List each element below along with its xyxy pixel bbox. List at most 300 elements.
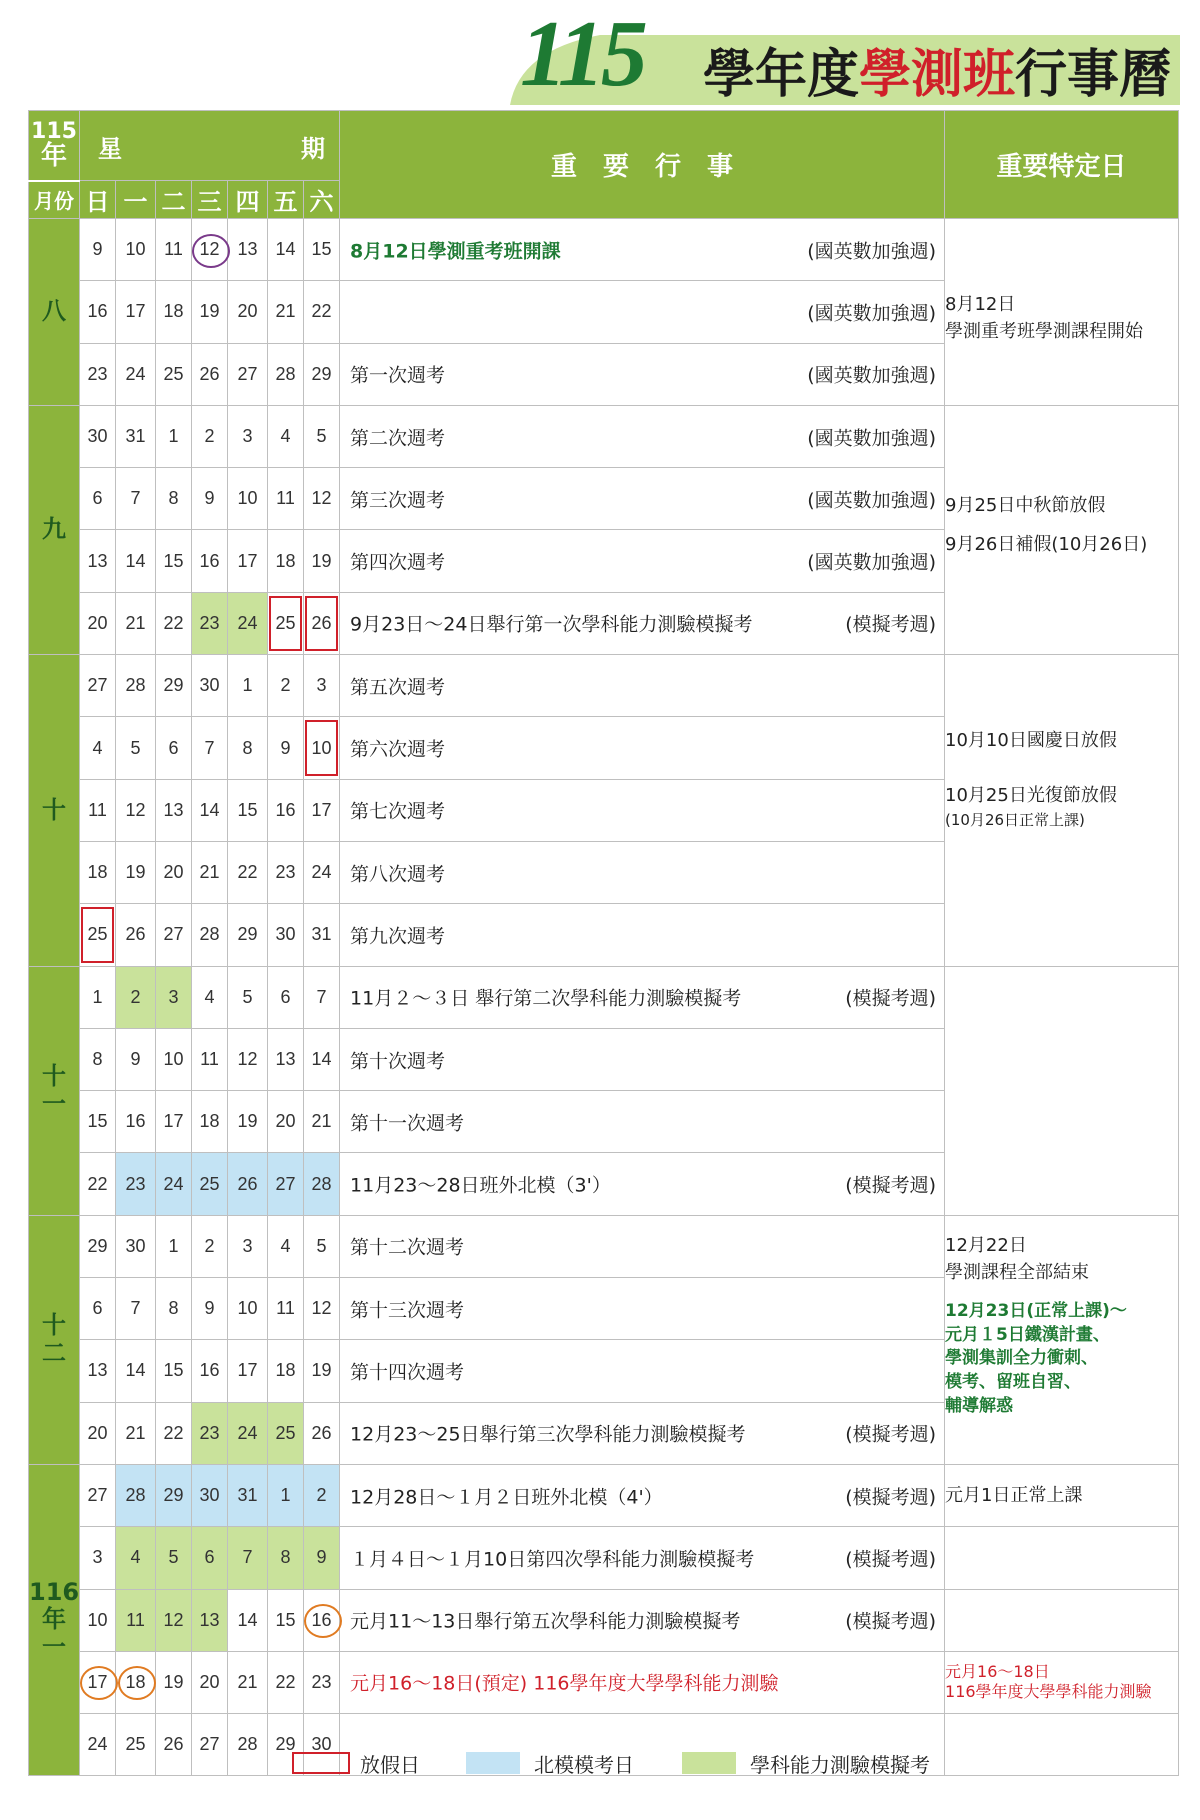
event-text: 第十四次週考	[350, 1361, 465, 1384]
day-cell-mon[interactable]	[116, 655, 156, 717]
day-cell-mon[interactable]	[116, 904, 156, 966]
header-events: 重 要 行 事	[340, 111, 945, 219]
event-tag: (國英數加強週)	[807, 489, 937, 512]
day-number: 25	[275, 1422, 296, 1443]
day-number: 14	[311, 1049, 332, 1069]
day-cell-mon[interactable]	[116, 468, 156, 530]
header-week-cell	[80, 111, 340, 181]
day-cell-sat[interactable]	[304, 468, 340, 530]
special-green-text: 輔導解惑	[945, 1395, 1014, 1416]
day-number: 3	[92, 1547, 103, 1568]
day-cell-wed[interactable]	[192, 966, 228, 1028]
day-cell-tue[interactable]	[156, 1340, 192, 1402]
day-cell-mon[interactable]	[116, 219, 156, 281]
event-text: １月４日～１月10日第四次學科能力測驗模擬考	[350, 1548, 755, 1571]
day-cell-sat[interactable]	[304, 655, 340, 717]
day-cell-mon[interactable]	[116, 343, 156, 405]
day-number: 14	[125, 550, 146, 571]
day-cell-thu[interactable]	[228, 904, 268, 966]
day-cell-thu[interactable]	[228, 655, 268, 717]
day-number: 13	[237, 239, 258, 260]
day-cell-sun[interactable]	[80, 1028, 116, 1090]
day-cell-thu[interactable]	[228, 1527, 268, 1589]
day-number: 4	[130, 1547, 141, 1568]
event-tag: (國英數加強週)	[807, 240, 937, 263]
day-cell-fri[interactable]	[268, 530, 304, 592]
day-number: 3	[242, 426, 253, 447]
day-number: 9	[130, 1049, 141, 1069]
day-number: 28	[199, 924, 220, 945]
day-number: 15	[163, 550, 184, 571]
day-cell-wed[interactable]	[192, 1589, 228, 1651]
day-cell-mon[interactable]	[116, 1028, 156, 1090]
day-cell-fri[interactable]	[268, 1589, 304, 1651]
day-cell-sat[interactable]	[304, 1589, 340, 1651]
header-month-label: 月份	[29, 181, 80, 219]
day-cell-tue[interactable]	[156, 405, 192, 467]
event-text: 第八次週考	[350, 863, 446, 886]
day-number: 19	[237, 1111, 258, 1132]
day-cell-tue[interactable]	[156, 1153, 192, 1215]
day-cell-sat[interactable]	[304, 1278, 340, 1340]
day-cell-mon[interactable]	[116, 1278, 156, 1340]
day-number: 27	[275, 1173, 296, 1194]
event-tag: (模擬考週)	[845, 987, 937, 1010]
day-number: 26	[125, 924, 146, 945]
day-cell-mon[interactable]	[116, 592, 156, 654]
day-number: 12	[163, 1609, 184, 1630]
day-number: 12	[237, 1049, 258, 1069]
day-cell-sun[interactable]	[80, 1527, 116, 1589]
day-cell-thu[interactable]	[228, 405, 268, 467]
day-number: 26	[237, 1173, 258, 1194]
day-cell-wed[interactable]	[192, 1215, 228, 1277]
event-text: 第五次週考	[350, 676, 446, 699]
day-cell-sun[interactable]	[80, 779, 116, 841]
day-cell-wed[interactable]	[192, 343, 228, 405]
day-cell-sat[interactable]	[304, 1028, 340, 1090]
day-cell-tue[interactable]	[156, 1589, 192, 1651]
day-cell-wed[interactable]	[192, 717, 228, 779]
weekday-thu: 四	[228, 181, 268, 219]
day-cell-sat[interactable]	[304, 592, 340, 654]
day-cell-mon[interactable]	[116, 1464, 156, 1526]
day-cell-sun[interactable]	[80, 530, 116, 592]
day-cell-fri[interactable]	[268, 219, 304, 281]
day-cell-mon[interactable]	[116, 281, 156, 343]
day-cell-fri[interactable]	[268, 281, 304, 343]
day-cell-fri[interactable]	[268, 655, 304, 717]
day-cell-thu[interactable]	[228, 1402, 268, 1464]
day-cell-wed[interactable]	[192, 655, 228, 717]
day-number: 26	[311, 612, 332, 633]
day-number: 10	[125, 239, 146, 260]
day-cell-mon[interactable]	[116, 1153, 156, 1215]
day-number: 29	[163, 675, 184, 696]
day-number: 13	[163, 799, 184, 820]
day-cell-fri[interactable]	[268, 841, 304, 903]
day-cell-tue[interactable]	[156, 530, 192, 592]
day-cell-wed[interactable]	[192, 281, 228, 343]
day-cell-sat[interactable]	[304, 904, 340, 966]
day-cell-thu[interactable]	[228, 1028, 268, 1090]
day-number: 27	[87, 675, 108, 696]
day-cell-sun[interactable]	[80, 717, 116, 779]
event-cell	[340, 1527, 945, 1589]
day-cell-sun[interactable]	[80, 1340, 116, 1402]
day-cell-tue[interactable]	[156, 1028, 192, 1090]
day-number: 1	[92, 986, 103, 1007]
day-number: 30	[125, 1235, 146, 1256]
day-cell-wed[interactable]	[192, 405, 228, 467]
day-cell-sun[interactable]	[80, 655, 116, 717]
day-cell-wed[interactable]	[192, 841, 228, 903]
title-part3: 行事曆	[1015, 45, 1172, 105]
day-cell-thu[interactable]	[228, 281, 268, 343]
day-cell-fri[interactable]	[268, 717, 304, 779]
day-cell-mon[interactable]	[116, 841, 156, 903]
day-cell-mon[interactable]	[116, 1651, 156, 1713]
day-cell-sat[interactable]	[304, 1651, 340, 1713]
day-number: 16	[125, 1111, 146, 1132]
day-cell-mon[interactable]	[116, 717, 156, 779]
day-cell-thu[interactable]	[228, 530, 268, 592]
day-cell-fri[interactable]	[268, 1402, 304, 1464]
day-number: 2	[204, 426, 215, 447]
day-number: 2	[280, 675, 291, 696]
day-cell-sat[interactable]	[304, 966, 340, 1028]
day-cell-tue[interactable]	[156, 1091, 192, 1153]
day-cell-wed[interactable]	[192, 1278, 228, 1340]
event-tag: (國英數加強週)	[807, 427, 937, 450]
day-number: 11	[164, 239, 183, 260]
day-number: 1	[242, 675, 253, 696]
day-cell-sat[interactable]	[304, 841, 340, 903]
day-cell-mon[interactable]	[116, 1527, 156, 1589]
week-row	[29, 219, 1179, 281]
day-cell-sun[interactable]	[80, 1589, 116, 1651]
day-cell-tue[interactable]	[156, 1651, 192, 1713]
day-cell-wed[interactable]	[192, 530, 228, 592]
day-cell-fri[interactable]	[268, 904, 304, 966]
day-cell-fri[interactable]	[268, 343, 304, 405]
day-cell-sun[interactable]	[80, 1402, 116, 1464]
event-text: 第一次週考	[350, 364, 446, 387]
day-number: 9	[204, 1298, 215, 1319]
day-cell-thu[interactable]	[228, 1464, 268, 1526]
month-label	[29, 966, 80, 1215]
day-cell-sat[interactable]	[304, 1153, 340, 1215]
day-number: 4	[280, 426, 291, 447]
day-cell-tue[interactable]	[156, 841, 192, 903]
special-day-text: 116學年度大學學科能力測驗	[945, 1682, 1152, 1702]
header-year-cell	[29, 111, 80, 181]
day-cell-thu[interactable]	[228, 1340, 268, 1402]
day-cell-fri[interactable]	[268, 1028, 304, 1090]
day-cell-thu[interactable]	[228, 841, 268, 903]
event-cell	[340, 1278, 945, 1340]
day-number: 30	[275, 924, 296, 945]
day-cell-thu[interactable]	[228, 468, 268, 530]
day-cell-mon[interactable]	[116, 1402, 156, 1464]
day-number: 15	[237, 799, 258, 820]
day-cell-wed[interactable]	[192, 779, 228, 841]
day-number: 20	[87, 1422, 108, 1443]
day-cell-tue[interactable]	[156, 343, 192, 405]
day-cell-sun[interactable]	[80, 966, 116, 1028]
day-cell-sun[interactable]	[80, 1651, 116, 1713]
day-cell-fri[interactable]	[268, 1215, 304, 1277]
day-number: 11	[276, 1298, 295, 1319]
weekday-tue: 二	[156, 181, 192, 219]
day-cell-sun[interactable]	[80, 1278, 116, 1340]
day-number: 10	[163, 1049, 184, 1069]
day-cell-sat[interactable]	[304, 405, 340, 467]
day-number: 5	[242, 986, 253, 1007]
special-green-text: 12月23日(正常上課)～	[945, 1300, 1127, 1321]
month-char: 二	[42, 1338, 66, 1367]
day-cell-tue[interactable]	[156, 779, 192, 841]
day-number: 29	[311, 363, 332, 384]
day-cell-tue[interactable]	[156, 1215, 192, 1277]
day-cell-tue[interactable]	[156, 717, 192, 779]
day-cell-wed[interactable]	[192, 219, 228, 281]
day-cell-tue[interactable]	[156, 468, 192, 530]
special-day-text: (10月26日正常上課)	[945, 811, 1085, 830]
special-day-cell	[945, 219, 1179, 406]
day-number: 16	[311, 1609, 332, 1630]
day-number: 18	[87, 862, 108, 883]
day-cell-wed[interactable]	[192, 592, 228, 654]
day-cell-fri[interactable]	[268, 468, 304, 530]
day-number: 13	[199, 1609, 220, 1630]
day-cell-sat[interactable]	[304, 717, 340, 779]
day-cell-fri[interactable]	[268, 1464, 304, 1526]
week-row	[29, 1589, 1179, 1651]
day-number: 8	[168, 1298, 179, 1319]
special-day-cell	[945, 1527, 1179, 1589]
day-cell-fri[interactable]	[268, 592, 304, 654]
day-number: 29	[275, 1734, 296, 1755]
day-cell-thu[interactable]	[228, 1651, 268, 1713]
event-text: 第二次週考	[350, 427, 446, 450]
day-cell-sat[interactable]	[304, 1215, 340, 1277]
day-number: 20	[199, 1671, 220, 1692]
day-cell-thu[interactable]	[228, 966, 268, 1028]
day-number: 21	[311, 1111, 332, 1132]
day-cell-mon[interactable]	[116, 530, 156, 592]
weekday-wed: 三	[192, 181, 228, 219]
month-label	[29, 219, 80, 406]
day-number: 23	[125, 1173, 146, 1194]
day-cell-tue[interactable]	[156, 904, 192, 966]
day-number: 26	[311, 1422, 332, 1443]
special-day-text: 10月25日光復節放假	[945, 785, 1117, 807]
day-cell-thu[interactable]	[228, 1091, 268, 1153]
day-cell-sat[interactable]	[304, 343, 340, 405]
day-cell-sun[interactable]	[80, 1464, 116, 1526]
day-number: 16	[87, 301, 108, 322]
day-cell-sun[interactable]	[80, 841, 116, 903]
day-cell-sat[interactable]	[304, 779, 340, 841]
day-number: 11	[126, 1609, 145, 1630]
day-cell-thu[interactable]	[228, 1278, 268, 1340]
day-cell-fri[interactable]	[268, 1651, 304, 1713]
day-number: 9	[92, 239, 103, 260]
special-day-cell	[945, 1589, 1179, 1651]
day-number: 3	[242, 1235, 253, 1256]
day-number: 13	[87, 1360, 108, 1381]
day-cell-tue[interactable]	[156, 281, 192, 343]
day-cell-sun[interactable]	[80, 1153, 116, 1215]
day-number: 30	[311, 1734, 332, 1755]
day-number: 18	[275, 1360, 296, 1381]
day-number: 29	[163, 1485, 184, 1506]
day-cell-mon[interactable]	[116, 779, 156, 841]
day-cell-sat[interactable]	[304, 530, 340, 592]
day-cell-wed[interactable]	[192, 1402, 228, 1464]
day-number: 17	[125, 301, 146, 322]
day-number: 29	[87, 1235, 108, 1256]
day-cell-sun[interactable]	[80, 1091, 116, 1153]
day-cell-sat[interactable]	[304, 1340, 340, 1402]
event-text: 12月28日～１月２日班外北模（4'）	[350, 1486, 663, 1509]
day-number: 25	[275, 612, 296, 633]
event-cell	[340, 530, 945, 592]
day-cell-tue[interactable]	[156, 219, 192, 281]
day-number: 6	[204, 1547, 215, 1568]
day-cell-wed[interactable]	[192, 1091, 228, 1153]
day-cell-wed[interactable]	[192, 1340, 228, 1402]
day-number: 20	[87, 612, 108, 633]
day-number: 28	[275, 363, 296, 384]
day-cell-sun[interactable]	[80, 904, 116, 966]
day-cell-tue[interactable]	[156, 1278, 192, 1340]
day-cell-fri[interactable]	[268, 1153, 304, 1215]
day-number: 4	[92, 737, 103, 758]
day-cell-thu[interactable]	[228, 779, 268, 841]
day-cell-sat[interactable]	[304, 1091, 340, 1153]
day-cell-mon[interactable]	[116, 966, 156, 1028]
day-cell-mon[interactable]	[116, 405, 156, 467]
day-number: 4	[280, 1235, 291, 1256]
day-number: 20	[275, 1111, 296, 1132]
day-number: 10	[87, 1609, 108, 1630]
day-number: 9	[316, 1547, 327, 1568]
day-cell-sun[interactable]	[80, 405, 116, 467]
day-number: 8	[242, 737, 253, 758]
day-cell-wed[interactable]	[192, 1153, 228, 1215]
day-cell-wed[interactable]	[192, 1464, 228, 1526]
day-number: 26	[199, 363, 220, 384]
day-cell-fri[interactable]	[268, 1278, 304, 1340]
event-cell	[340, 966, 945, 1028]
day-cell-tue[interactable]	[156, 592, 192, 654]
day-number: 15	[163, 1360, 184, 1381]
day-cell-sun[interactable]	[80, 343, 116, 405]
day-cell-fri[interactable]	[268, 1091, 304, 1153]
day-cell-thu[interactable]	[228, 219, 268, 281]
day-cell-mon[interactable]	[116, 1091, 156, 1153]
day-cell-sat[interactable]	[304, 219, 340, 281]
day-cell-wed[interactable]	[192, 468, 228, 530]
day-cell-thu[interactable]	[228, 1215, 268, 1277]
special-day-cell	[945, 1651, 1179, 1713]
day-number: 24	[237, 612, 258, 633]
day-cell-tue[interactable]	[156, 1402, 192, 1464]
day-cell-thu[interactable]	[228, 592, 268, 654]
day-cell-sun[interactable]	[80, 592, 116, 654]
day-cell-tue[interactable]	[156, 1464, 192, 1526]
day-cell-sun[interactable]	[80, 219, 116, 281]
day-cell-fri[interactable]	[268, 966, 304, 1028]
month-char: 一	[42, 1089, 66, 1118]
day-cell-tue[interactable]	[156, 1527, 192, 1589]
event-cell	[340, 779, 945, 841]
day-number: 14	[125, 1360, 146, 1381]
day-cell-thu[interactable]	[228, 343, 268, 405]
day-cell-sat[interactable]	[304, 1527, 340, 1589]
day-cell-wed[interactable]	[192, 1651, 228, 1713]
day-cell-thu[interactable]	[228, 717, 268, 779]
special-green-block	[945, 1300, 1178, 1419]
day-cell-mon[interactable]	[116, 1340, 156, 1402]
day-cell-sat[interactable]	[304, 1402, 340, 1464]
day-cell-sun[interactable]	[80, 281, 116, 343]
day-cell-sun[interactable]	[80, 1215, 116, 1277]
month-name: 一	[42, 1632, 66, 1661]
day-cell-wed[interactable]	[192, 1527, 228, 1589]
day-cell-fri[interactable]	[268, 779, 304, 841]
legend-north-label: 北模模考日	[534, 1753, 634, 1777]
day-cell-tue[interactable]	[156, 655, 192, 717]
event-tag: (國英數加強週)	[807, 302, 937, 325]
day-number: 30	[199, 675, 220, 696]
day-cell-fri[interactable]	[268, 1340, 304, 1402]
event-text: 第六次週考	[350, 738, 446, 761]
day-cell-sun[interactable]	[80, 468, 116, 530]
day-cell-mon[interactable]	[116, 1589, 156, 1651]
event-tag: (國英數加強週)	[807, 551, 937, 574]
month-label	[29, 655, 80, 966]
month-char: 十	[42, 795, 66, 824]
day-cell-sat[interactable]	[304, 1464, 340, 1526]
event-cell	[340, 1028, 945, 1090]
day-cell-fri[interactable]	[268, 1527, 304, 1589]
event-cell	[340, 219, 945, 281]
day-cell-fri[interactable]	[268, 405, 304, 467]
month-label	[29, 1215, 80, 1464]
day-number: 16	[275, 799, 296, 820]
month-label	[29, 1464, 80, 1775]
day-cell-mon[interactable]	[116, 1215, 156, 1277]
week-row	[29, 655, 1179, 717]
event-text: 元月16～18日(預定) 116學年度大學學科能力測驗	[350, 1672, 779, 1695]
day-number: 31	[311, 924, 332, 945]
day-cell-wed[interactable]	[192, 904, 228, 966]
day-cell-sat[interactable]	[304, 281, 340, 343]
day-cell-thu[interactable]	[228, 1589, 268, 1651]
day-number: 17	[237, 1360, 258, 1381]
header-year: 115	[31, 119, 77, 145]
weekday-mon: 一	[116, 181, 156, 219]
legend-holiday-swatch	[292, 1752, 350, 1774]
day-number: 20	[237, 301, 258, 322]
day-cell-wed[interactable]	[192, 1028, 228, 1090]
day-cell-thu[interactable]	[228, 1153, 268, 1215]
event-tag: (模擬考週)	[845, 1610, 937, 1633]
day-cell-tue[interactable]	[156, 966, 192, 1028]
